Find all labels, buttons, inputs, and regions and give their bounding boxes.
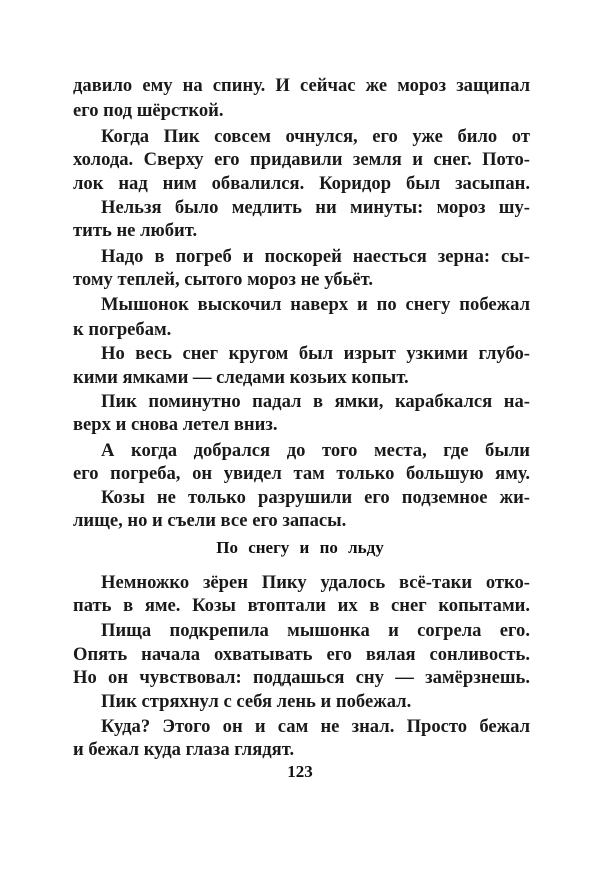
- text-line: Пища подкрепила мышонка и согрела его.: [101, 620, 530, 641]
- text-line: Пик стряхнул с себя лень и побежал.: [101, 691, 412, 712]
- chapter-title: По снегу и по льду: [216, 538, 384, 557]
- text-line: холода. Сверху его придавили земля и снег. Пото-: [73, 149, 530, 170]
- text-line: лок над ним обвалился. Коридор был засыпан.: [73, 173, 530, 194]
- text-line: Но он чувствовал: поддашься сну — замёрзнешь.: [73, 667, 530, 688]
- text-line: Пик поминутно падал в ямки, карабкался на-: [101, 391, 530, 412]
- text-line: кими ямками — следами козьих копыт.: [73, 367, 409, 388]
- text-line: Куда? Этого он и сам не знал. Просто бежал: [101, 716, 530, 737]
- text-line: пать в яме. Козы втоптали их в снег копытами.: [73, 595, 530, 616]
- text-line: и бежал куда глаза глядят.: [73, 739, 295, 760]
- text-line: к погребам.: [73, 319, 172, 340]
- text-line: Надо в погреб и поскорей наесться зерна: сы-: [101, 246, 530, 267]
- text-line: тить не любит.: [73, 220, 198, 241]
- text-line: Мышонок выскочил наверх и по снегу побежал: [101, 294, 530, 315]
- text-line: его погреба, он увидел там только большую яму.: [73, 463, 530, 484]
- text-line: Немножко зёрен Пику удалось всё-таки отко-: [101, 572, 530, 593]
- text-line: давило ему на спину. И сейчас же мороз защипал: [73, 75, 530, 96]
- text-line: Но весь снег кругом был изрыт узкими глубо-: [101, 343, 530, 364]
- text-line: Нельзя было медлить ни минуты: мороз шу-: [101, 197, 530, 218]
- text-line: верх и снова летел вниз.: [73, 414, 278, 435]
- text-line: Опять начала охватывать его вялая сонливость.: [73, 644, 530, 665]
- text-line: лище, но и съели все его запасы.: [73, 510, 347, 531]
- text-line: Козы не только разрушили его подземное жи-: [101, 487, 530, 508]
- page-number: 123: [287, 762, 313, 781]
- text-line: Когда Пик совсем очнулся, его уже било от: [101, 126, 530, 147]
- text-line: тому теплей, сытого мороз не убьёт.: [73, 269, 374, 290]
- text-line: его под шёрсткой.: [73, 100, 224, 121]
- text-line: А когда добрался до того места, где были: [101, 440, 530, 461]
